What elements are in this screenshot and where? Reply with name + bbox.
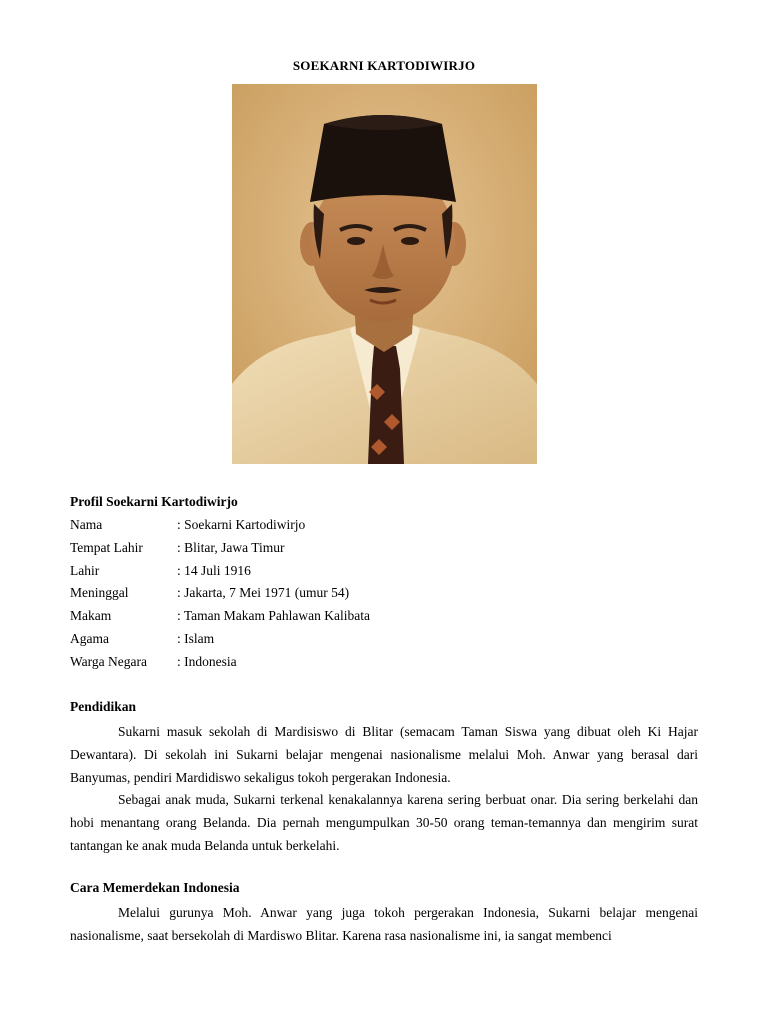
document-title: SOEKARNI KARTODIWIRJO — [292, 58, 476, 73]
profile-row-nama — [70, 516, 700, 539]
profile-row-warga-negara — [70, 653, 700, 676]
profile-value: : Soekarni Kartodiwirjo — [177, 517, 306, 532]
profile-label: Makam — [70, 608, 112, 624]
cara-section — [70, 879, 698, 948]
profile-value: : Taman Makam Pahlawan Kalibata — [177, 608, 370, 624]
portrait-photo — [232, 84, 537, 464]
profile-section — [70, 493, 700, 676]
profile-label: Meninggal — [70, 585, 129, 601]
paragraph: Sebagai anak muda, Sukarni terkenal kenakalannya karena sering berbuat onar. Dia sering berkelahi dan hobi menantang orang Belanda. Dia pernah mengumpulkan 30-50 orang teman-temannya dan mengirim surat tantangan ke anak muda Belanda untuk berkelahi. — [70, 792, 698, 853]
profile-label: Warga Negara — [70, 653, 147, 669]
profile-label: Agama — [70, 630, 109, 646]
profile-value: : Indonesia — [177, 653, 237, 669]
paragraph: Sukarni masuk sekolah di Mardisiswo di Blitar (semacam Taman Siswa yang dibuat oleh Ki Hajar Dewantara). Di sekolah ini Sukarni belajar mengenai nasionalisme melalui Moh. Anwar yang berasal dari Banyumas, pendiri Mardidiswo sekaligus tokoh pergerakan Indonesia. — [70, 724, 698, 785]
profile-row-meninggal — [70, 584, 700, 607]
profile-row-makam — [70, 607, 700, 630]
profile-label: Tempat Lahir — [70, 539, 143, 555]
portrait-illustration — [232, 84, 537, 464]
section-heading: Pendidikan — [70, 699, 137, 714]
section-heading: Cara Memerdekan Indonesia — [70, 880, 240, 895]
profile-value: : Jakarta, 7 Mei 1971 (umur 54) — [177, 585, 350, 601]
profile-row-lahir — [70, 562, 700, 585]
paragraph: Melalui gurunya Moh. Anwar yang juga tokoh pergerakan Indonesia, Sukarni belajar mengenai nasionalisme, saat bersekolah di Mardiswo Blitar. Karena rasa nasionalisme ini, ia sangat membenci — [70, 905, 698, 943]
profile-row-tempat-lahir — [70, 539, 700, 562]
pendidikan-section — [70, 698, 698, 858]
profile-label: Nama — [70, 517, 103, 532]
profile-value: : 14 Juli 1916 — [177, 562, 251, 578]
profile-value: : Islam — [177, 630, 215, 646]
profile-label: Lahir — [70, 562, 100, 578]
profile-value: : Blitar, Jawa Timur — [177, 539, 285, 555]
profile-row-agama — [70, 630, 700, 653]
profile-heading: Profil Soekarni Kartodiwirjo — [70, 494, 238, 509]
